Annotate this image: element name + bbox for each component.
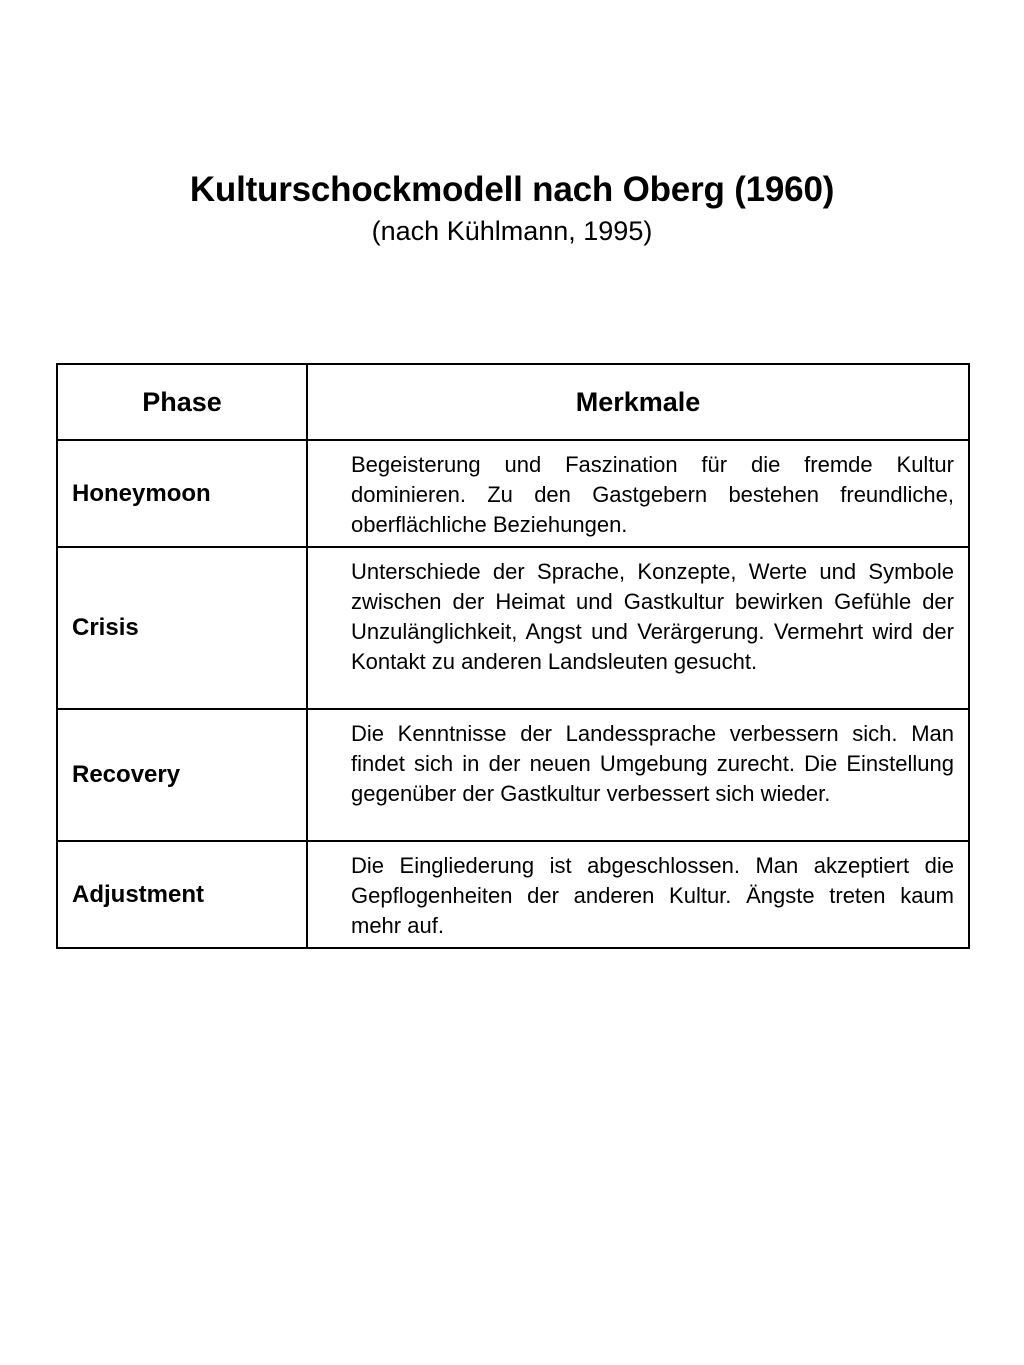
page-title: Kulturschockmodell nach Oberg (1960) (189, 170, 835, 209)
merkmale-cell (307, 547, 969, 709)
merkmale-text: Begeisterung und Faszination für die fremde Kultur dominieren. Zu den Gastgebern bestehen freundliche, oberflächliche Beziehungen. (351, 452, 954, 537)
culture-shock-table (56, 363, 970, 949)
merkmale-cell (307, 709, 969, 841)
merkmale-cell (307, 841, 969, 948)
column-header-phase: Phase (57, 364, 307, 440)
merkmale-text: Die Eingliederung ist abgeschlossen. Man akzeptiert die Gepflogenheiten der anderen Kultur. Ängste treten kaum mehr auf. (351, 853, 954, 938)
merkmale-text: Die Kenntnisse der Landessprache verbessern sich. Man findet sich in der neuen Umgebung zurecht. Die Einstellung gegenüber der Gastkultur verbessert sich wieder. (351, 721, 954, 806)
column-header-merkmale: Merkmale (307, 364, 969, 440)
table-header-row (57, 364, 969, 440)
phase-cell: Adjustment (57, 841, 307, 948)
phase-cell: Recovery (57, 709, 307, 841)
phase-cell: Honeymoon (57, 440, 307, 547)
title-block (0, 166, 1024, 248)
phase-cell: Crisis (57, 547, 307, 709)
merkmale-text: Unterschiede der Sprache, Konzepte, Werte und Symbole zwischen der Heimat und Gastkultur bewirken Gefühle der Unzulänglichkeit, Angst und Verärgerung. Vermehrt wird der Kontakt zu anderen Landsleuten gesucht. (351, 559, 954, 674)
table-row (57, 440, 969, 547)
table-row (57, 547, 969, 709)
table-row (57, 841, 969, 948)
table-row (57, 709, 969, 841)
page-subtitle: (nach Kühlmann, 1995) (371, 216, 653, 246)
merkmale-cell (307, 440, 969, 547)
